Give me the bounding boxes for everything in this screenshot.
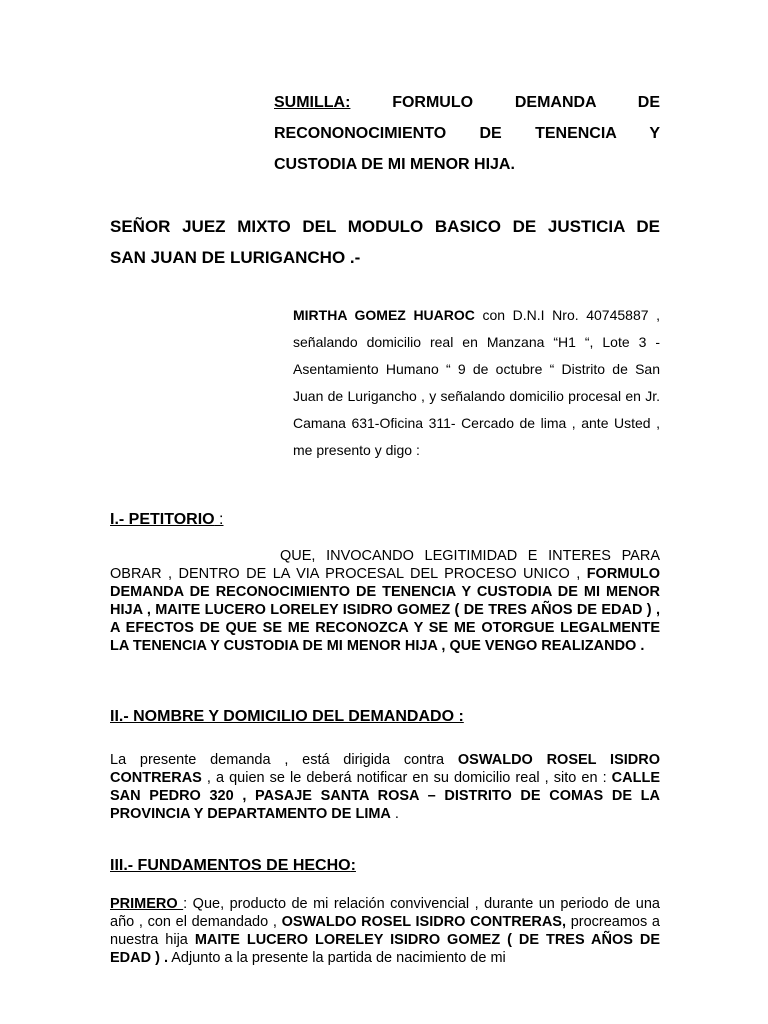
- fundamentos-heading-tail: :: [350, 857, 356, 874]
- demandado-text-3: .: [390, 806, 399, 822]
- judge-address-line-1: SEÑOR JUEZ MIXTO DEL MODULO BASICO DE JUSTICIA DE: [110, 217, 660, 236]
- demandado-text-2: , a quien se le deberá notificar en su domicilio real , sito en :: [201, 770, 612, 786]
- plaintiff-intro-text: con D.N.I Nro. 40745887 , señalando domicilio real en Manzana “H1 “, Lote 3 - Asentamiento Humano “ 9 de octubre “ Distrito de San Juan de Lurigancho , y señalando domicilio procesal en Jr. Camana 631-Oficina 311- Cercado de lima , ante Usted , me presento y digo :: [293, 307, 661, 458]
- sumilla-line-3: CUSTODIA DE MI MENOR HIJA.: [274, 156, 515, 173]
- sumilla-line-1: [274, 87, 660, 118]
- sumilla-line-1-text: FORMULO DEMANDA DE: [392, 94, 660, 111]
- primero-text-1: : Que, producto de mi relación convivencial , durante un periodo de una año , con el demandado ,: [110, 896, 660, 930]
- petitorio-heading-tail: :: [214, 511, 224, 528]
- demandado-paragraph: [110, 751, 660, 823]
- primero-label: PRIMERO: [110, 896, 184, 912]
- sumilla-block: [274, 87, 660, 180]
- primero-paragraph: [110, 895, 660, 967]
- sumilla-line-2: RECONONOCIMIENTO DE TENENCIA Y: [274, 125, 660, 142]
- primero-text-2: procreamos a nuestra hija: [110, 914, 660, 948]
- primero-name-2: MAITE LUCERO LORELEY ISIDRO GOMEZ ( DE TRES AÑOS DE EDAD ) .: [110, 932, 661, 966]
- primero-text-3: Adjunto a la presente la partida de nacimiento de mi: [168, 950, 506, 966]
- primero-name-1: OSWALDO ROSEL ISIDRO CONTRERAS,: [281, 914, 567, 930]
- section-heading-fundamentos: [110, 857, 356, 875]
- plaintiff-name: MIRTHA GOMEZ HUAROC: [293, 307, 475, 323]
- petitorio-heading-text: I.- PETITORIO: [110, 511, 215, 528]
- demandado-address: CALLE SAN PEDRO 320 , PASAJE SANTA ROSA – DISTRITO DE COMAS DE LA PROVINCIA Y DEPARTAMENTO DE LIMA: [110, 770, 660, 822]
- demandado-text-1: La presente demanda , está dirigida contra: [110, 752, 458, 768]
- fundamentos-heading-text: III.- FUNDAMENTOS DE HECHO: [110, 857, 351, 874]
- sumilla-label: SUMILLA:: [274, 94, 351, 111]
- judge-address-line-2: SAN JUAN DE LURIGANCHO .-: [110, 248, 361, 267]
- petitorio-paragraph: [110, 547, 660, 655]
- plaintiff-intro: [293, 302, 660, 464]
- judge-address: [110, 211, 660, 273]
- section-heading-demandado: II.- NOMBRE Y DOMICILIO DEL DEMANDADO :: [110, 708, 464, 725]
- section-heading-petitorio: [110, 511, 224, 529]
- petitorio-bold-text: FORMULO DEMANDA DE RECONOCIMIENTO DE TENENCIA Y CUSTODIA DE MI MENOR HIJA , MAITE LUCERO LORELEY ISIDRO GOMEZ ( DE TRES AÑOS DE EDAD ) , A EFECTOS DE QUE SE ME RECONOZCA Y SE ME OTORGUE LEGALMENTE LA TENENCIA Y CUSTODIA DE MI MENOR HIJA , QUE VENGO REALIZANDO .: [110, 566, 660, 654]
- demandado-name: OSWALDO ROSEL ISIDRO CONTRERAS: [110, 752, 660, 786]
- petitorio-normal-text: QUE, INVOCANDO LEGITIMIDAD E INTERES PARA OBRAR , DENTRO DE LA VIA PROCESAL DEL PROCESO UNICO ,: [110, 548, 660, 582]
